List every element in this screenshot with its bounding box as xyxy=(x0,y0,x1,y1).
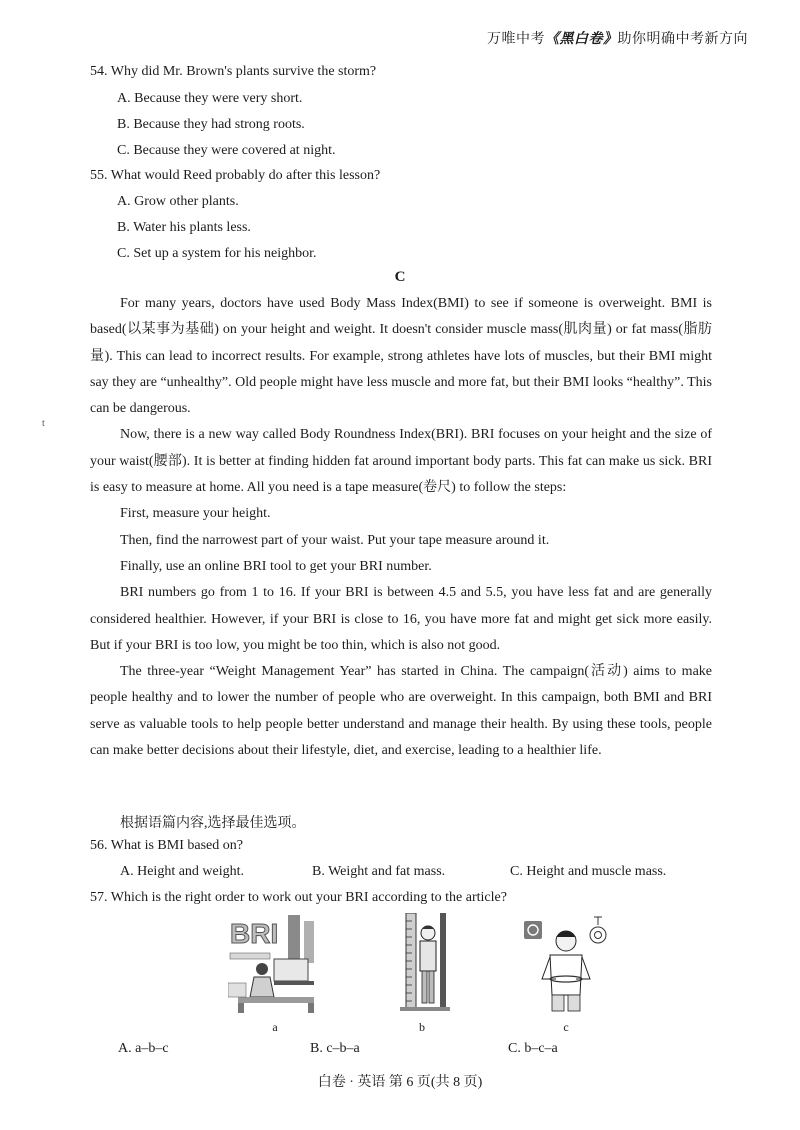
question-56-option-b: B. Weight and fat mass. xyxy=(312,864,446,879)
header-prefix: 万唯中考 xyxy=(487,32,545,47)
passage-step-1: First, measure your height. xyxy=(120,506,271,522)
question-54-stem: 54. Why did Mr. Brown's plants survive the storm? xyxy=(90,64,377,79)
passage-step-2: Then, find the narrowest part of your waist. Put your tape measure around it. xyxy=(120,532,550,548)
section-title: C xyxy=(394,269,406,285)
question-56-option-a: A. Height and weight. xyxy=(120,864,245,879)
passage-paragraph-4: The three-year “Weight Management Year” has started in China. The campaign(活动) aims to make people healthy and to lower the number of people who are overweight. In this campaign, both BMI and BRI serve as valuable tools to help people better understand and manage their health. By using these tools, people can make better decisions about their lifestyle, diet, and exercise, leading to a healthier life. xyxy=(90,664,712,759)
question-55-stem: 55. What would Reed probably do after this lesson? xyxy=(90,168,381,183)
question-54-option-a: A. Because they were very short. xyxy=(117,91,303,106)
figure-c-waist-measurement-illustration xyxy=(522,913,618,1013)
reading-passage xyxy=(90,291,712,764)
question-56-option-c: C. Height and muscle mass. xyxy=(510,864,667,879)
question-57-option-b: B. c–b–a xyxy=(310,1041,360,1056)
instruction: 根据语篇内容,选择最佳选项。 xyxy=(120,816,306,831)
passage-paragraph-2: Now, there is a new way called Body Roundness Index(BRI). BRI focuses on your height and the size of your waist(腰部). It is better at finding hidden fat around important body parts. This fat can make us sick. BRI is easy to measure at home. All you need is a tape measure(卷尺) to follow the steps: xyxy=(90,427,712,496)
question-57-option-a: A. a–b–c xyxy=(118,1041,169,1056)
figure-b-label: b xyxy=(419,1020,425,1034)
question-54-option-b: B. Because they had strong roots. xyxy=(117,117,305,132)
figure-b-height-measurement-illustration xyxy=(382,913,464,1013)
figure-a-bri-tool-illustration xyxy=(228,913,322,1013)
page-footer: 白卷 · 英语 第 6 页(共 8 页) xyxy=(317,1075,483,1090)
bri-logo-text: BRI xyxy=(230,918,279,949)
question-57-option-c: C. b–c–a xyxy=(508,1041,558,1056)
question-56-stem: 56. What is BMI based on? xyxy=(90,838,243,853)
question-55-option-b: B. Water his plants less. xyxy=(117,220,251,235)
passage-step-3: Finally, use an online BRI tool to get your BRI number. xyxy=(120,558,432,574)
figure-a-label: a xyxy=(272,1020,278,1034)
passage-paragraph-1: For many years, doctors have used Body Mass Index(BMI) to see if someone is overweight. BMI is based(以某事为基础) on your height and weight. It doesn't consider muscle mass(肌肉量) or fat mass(脂肪量). This can lead to incorrect results. For example, strong athletes have lots of muscles, but their BMI might say they are “unhealthy”. Old people might have less muscle and more fat, but their BMI looks “healthy”. This can be dangerous. xyxy=(90,296,712,417)
page-header xyxy=(487,28,748,48)
figure-c-label: c xyxy=(563,1020,569,1034)
header-suffix: 助你明确中考新方向 xyxy=(617,32,748,47)
question-55-option-c: C. Set up a system for his neighbor. xyxy=(117,246,317,261)
question-55-option-a: A. Grow other plants. xyxy=(117,194,239,209)
passage-paragraph-3: BRI numbers go from 1 to 16. If your BRI is between 4.5 and 5.5, you have less fat and are generally considered healthier. However, if your BRI is close to 16, you have more fat and might get sick more easily. But if your BRI is too low, you might be too thin, which is also not good. xyxy=(90,585,712,653)
question-54-option-c: C. Because they were covered at night. xyxy=(117,143,336,158)
margin-mark: t xyxy=(42,418,45,429)
header-brand: 《黑白卷》 xyxy=(545,32,618,47)
question-57-stem: 57. Which is the right order to work out your BRI according to the article? xyxy=(90,890,507,905)
